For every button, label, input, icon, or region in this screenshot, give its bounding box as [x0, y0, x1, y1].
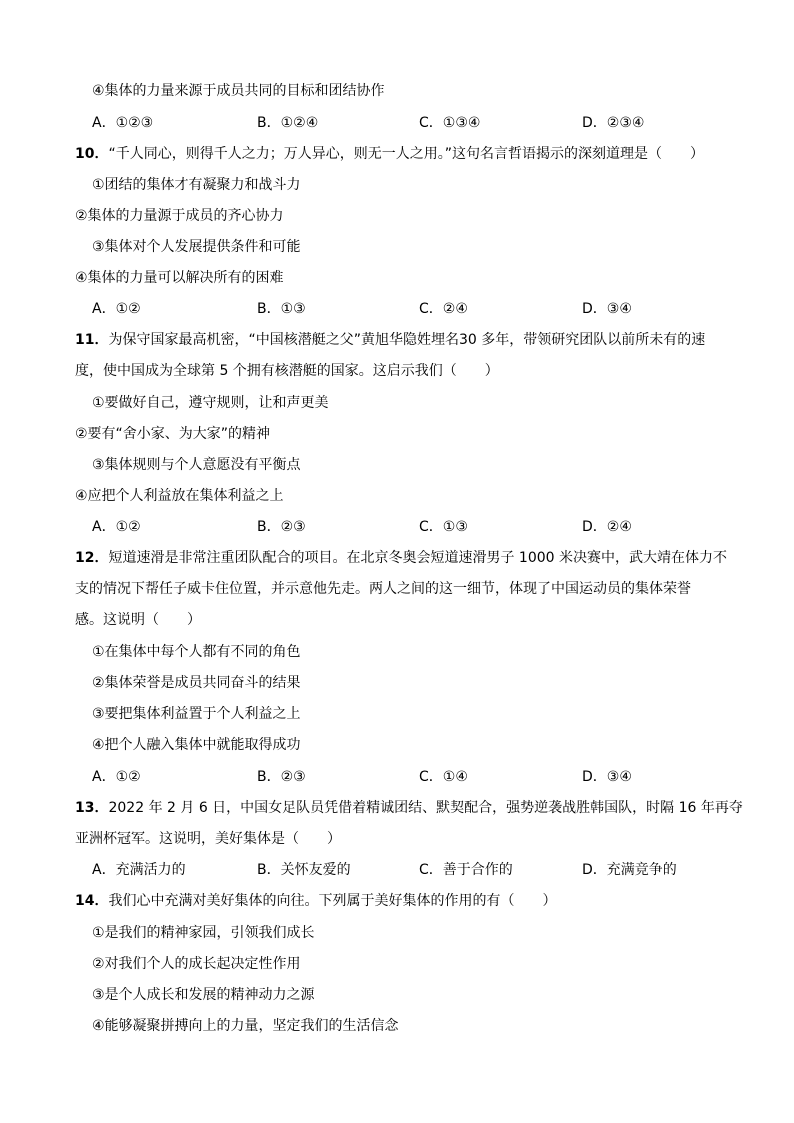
q10-option-d: D．③④: [582, 301, 632, 317]
q13-option-a: A．充满活力的: [92, 862, 186, 878]
q11-number: 11．: [75, 332, 109, 348]
q14-stem-line-1: 14．我们心中充满对美好集体的向往。下列属于美好集体的作用的有（ ）: [75, 893, 557, 909]
q12-item-2: ②集体荣誉是成员共同奋斗的结果: [92, 675, 301, 691]
q10-item-2: ②集体的力量源于成员的齐心协力: [75, 208, 284, 224]
q13-options: [92, 860, 732, 880]
q11-stem-line-2: 度，使中国成为全球第 5 个拥有核潜艇的国家。这启示我们（ ）: [75, 363, 499, 379]
q14-item-4: ④能够凝聚拼搏向上的力量，坚定我们的生活信念: [92, 1018, 399, 1034]
q9-option-a: A．①②③: [92, 115, 154, 131]
q13-option-d: D．充满竞争的: [582, 862, 677, 878]
q12-option-c: C．①④: [419, 769, 468, 785]
q11-item-3: ③集体规则与个人意愿没有平衡点: [92, 457, 301, 473]
q12-option-d: D．③④: [582, 769, 632, 785]
q10-option-c: C．②④: [419, 301, 468, 317]
q12-item-4: ④把个人融入集体中就能取得成功: [92, 737, 301, 753]
q11-option-c: C．①③: [419, 519, 468, 535]
q10-option-b: B．①③: [257, 301, 306, 317]
q10-item-1: ①团结的集体才有凝聚力和战斗力: [92, 177, 301, 193]
q12-option-b: B．②③: [257, 769, 306, 785]
q11-option-a: A．①②: [92, 519, 141, 535]
q11-option-d: D．②④: [582, 519, 632, 535]
q10-stem-line-1: 10．“千人同心，则得千人之力；万人异心，则无一人之用。”这句名言哲语揭示的深刻道理是（ ）: [75, 146, 704, 162]
q13-stem-line-2: 亚洲杯冠军。这说明，美好集体是（ ）: [75, 831, 341, 847]
q13-stem-line-1: 13．2022 年 2 月 6 日，中国女足队员凭借着精诚团结、默契配合，强势逆袭战胜韩国队，时隔 16 年再夺: [75, 800, 743, 816]
q10-option-a: A．①②: [92, 301, 141, 317]
q9-item-4: ④集体的力量来源于成员共同的目标和团结协作: [92, 83, 385, 99]
q12-stem-line-1: 12．短道速滑是非常注重团队配合的项目。在北京冬奥会短道速滑男子 1000 米决赛中，武大靖在体力不: [75, 550, 728, 566]
q12-stem-line-3: 感。这说明（ ）: [75, 612, 201, 628]
q11-stem-line-1: 11．为保守国家最高机密，“中国核潜艇之父”黄旭华隐姓埋名30 多年，带领研究团队以前所未有的速: [75, 332, 706, 348]
q12-item-1: ①在集体中每个人都有不同的角色: [92, 644, 301, 660]
q12-item-3: ③要把集体利益置于个人利益之上: [92, 706, 301, 722]
q11-item-2: ②要有“舍小家、为大家”的精神: [75, 426, 271, 442]
q11-item-4: ④应把个人利益放在集体利益之上: [75, 488, 284, 504]
q14-number: 14．: [75, 893, 109, 909]
q12-number: 12．: [75, 550, 109, 566]
q9-option-c: C．①③④: [419, 115, 481, 131]
q13-option-c: C．善于合作的: [419, 862, 513, 878]
q9-option-b: B．①②④: [257, 115, 319, 131]
q13-number: 13．: [75, 800, 109, 816]
q9-option-d: D．②③④: [582, 115, 645, 131]
q14-item-3: ③是个人成长和发展的精神动力之源: [92, 987, 315, 1003]
q10-options: [92, 299, 732, 319]
q10-item-4: ④集体的力量可以解决所有的困难: [75, 270, 284, 286]
q12-stem-line-2: 支的情况下帮任子威卡住位置，并示意他先走。两人之间的这一细节，体现了中国运动员的集体荣誉: [75, 581, 691, 597]
q12-options: [92, 767, 732, 787]
q11-item-1: ①要做好自己，遵守规则，让和声更美: [92, 395, 329, 411]
q14-item-2: ②对我们个人的成长起决定性作用: [92, 956, 301, 972]
q11-options: [92, 517, 732, 537]
q10-number: 10．: [75, 146, 109, 162]
q14-item-1: ①是我们的精神家园，引领我们成长: [92, 925, 315, 941]
q13-option-b: B．关怀友爱的: [257, 862, 351, 878]
q10-item-3: ③集体对个人发展提供条件和可能: [92, 239, 301, 255]
q11-option-b: B．②③: [257, 519, 306, 535]
q12-option-a: A．①②: [92, 769, 141, 785]
q9-options: [92, 113, 732, 133]
